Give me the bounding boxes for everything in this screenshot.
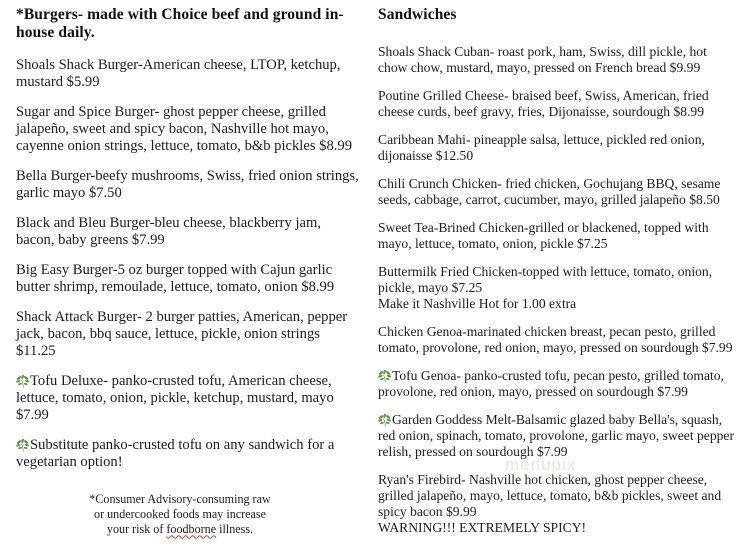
menu-item: [378, 220, 738, 252]
advisory-line-1: *Consumer Advisory-consuming raw: [89, 492, 271, 506]
menu-item: [378, 88, 738, 120]
advisory-line-3-suffix: illness.: [216, 522, 254, 537]
menu-item: [378, 368, 738, 400]
menu-item-description: Buttermilk Fried Chicken-topped with lettuce, tomato, onion, pickle, mayo $7.25: [378, 263, 713, 295]
menu-item: [16, 57, 360, 91]
vegetarian-leaf-icon: [378, 370, 392, 383]
menu-item: [378, 412, 738, 460]
menu-item-description: Shack Attack Burger- 2 burger patties, American, pepper jack, bacon, bbq sauce, lettuce, pickle, onion strings $11.25: [16, 308, 348, 359]
menu-item-description: Sugar and Spice Burger- ghost pepper cheese, grilled jalapeño, sweet and spicy bacon, Nashville hot mayo, cayenne onion strings, lettuce, tomato, b&b pickles $8.99: [16, 103, 352, 154]
menu-item-description: Garden Goddess Melt-Balsamic glazed baby Bella's, squash, red onion, spinach, tomato, provolone, garlic mayo, sweet pepper relish, pressed on sourdough $7.99: [378, 411, 734, 459]
sandwiches-item-list: [378, 44, 738, 535]
menu-item: [16, 215, 360, 249]
menu-item-description: Big Easy Burger-5 oz burger topped with Cajun garlic butter shrimp, remoulade, lettuce, tomato, onion $8.99: [16, 261, 335, 295]
advisory-line-3-prefix: your risk of: [106, 522, 167, 537]
menu-item: [378, 44, 738, 76]
menu-item: [378, 472, 738, 536]
menu-item: [378, 324, 738, 356]
vegetarian-leaf-icon: [378, 414, 392, 427]
menu-item-description: Bella Burger-beefy mushrooms, Swiss, fried onion strings, garlic mayo $7.50: [16, 167, 359, 201]
advisory-spellcheck-word: foodborne: [166, 522, 217, 537]
menu-item-description: Shoals Shack Burger-American cheese, LTOP, ketchup, mustard $5.99: [16, 56, 341, 90]
menu-item: [378, 264, 738, 312]
advisory-line-2: or undercooked foods may increase: [94, 507, 266, 522]
consumer-advisory: [30, 492, 330, 538]
vegetarian-leaf-icon: [16, 375, 30, 388]
menu-item-description: Substitute panko-crusted tofu on any sandwich for a vegetarian option!: [16, 436, 335, 470]
menu-item-description: Chicken Genoa-marinated chicken breast, pecan pesto, grilled tomato, provolone, red onion, mayo, pressed on sourdough $7.99: [378, 323, 733, 355]
menu-item-note: WARNING!!! EXTREMELY SPICY!: [378, 519, 587, 535]
menu-item-description: Chili Crunch Chicken- fried chicken, Gochujang BBQ, sesame seeds, cabbage, carrot, cucumber, mayo, grilled jalapeño $8.50: [378, 176, 721, 208]
menu-item-description: Sweet Tea-Brined Chicken-grilled or blackened, topped with mayo, lettuce, tomato, onion, pickle $7.25: [378, 220, 709, 251]
menu-item: [16, 437, 360, 471]
menu-item-description: Ryan's Firebird- Nashville hot chicken, ghost pepper cheese, grilled jalapeño, mayo, lettuce, tomato, b&b pickles, sweet and spicy bacon $9.99: [378, 471, 722, 519]
watermark: menupix: [505, 455, 577, 474]
burgers-column: [16, 0, 360, 471]
menu-item-note: Make it Nashville Hot for 1.00 extra: [378, 295, 577, 311]
menu-item: [378, 132, 738, 164]
menu-item: [16, 104, 360, 155]
menu-item-description: Caribbean Mahi- pineapple salsa, lettuce, pickled red onion, dijonaisse $12.50: [378, 132, 705, 164]
burgers-section-heading: *Burgers- made with Choice beef and ground in-house daily.: [16, 6, 344, 42]
menu-item: [16, 373, 360, 424]
burgers-item-list: [16, 57, 360, 471]
menu-item-description: Shoals Shack Cuban- roast pork, ham, Swiss, dill pickle, hot chow chow, mustard, mayo, pressed on French bread $9.99: [378, 44, 707, 76]
menu-item-description: Poutine Grilled Cheese- braised beef, Swiss, American, fried cheese curds, beef gravy, fries, Dijonaisse, sourdough $8.99: [378, 88, 709, 120]
menu-item: [16, 262, 360, 296]
sandwiches-column: [378, 0, 738, 536]
menu-item-description: Tofu Genoa- panko-crusted tofu, pecan pesto, grilled tomato, provolone, red onion, mayo, pressed on sourdough $7.99: [378, 367, 724, 399]
menu-item: [16, 309, 360, 360]
menu-item: [16, 168, 360, 202]
menu-item-description: Black and Bleu Burger-bleu cheese, blackberry jam, bacon, baby greens $7.99: [16, 214, 321, 248]
menu-item: [378, 176, 738, 208]
vegetarian-leaf-icon: [16, 439, 30, 452]
menu-item-description: Tofu Deluxe- panko-crusted tofu, American cheese, lettuce, tomato, onion, pickle, ketchup, mustard, mayo $7.99: [16, 372, 334, 423]
sandwiches-section-heading: Sandwiches: [378, 6, 457, 23]
